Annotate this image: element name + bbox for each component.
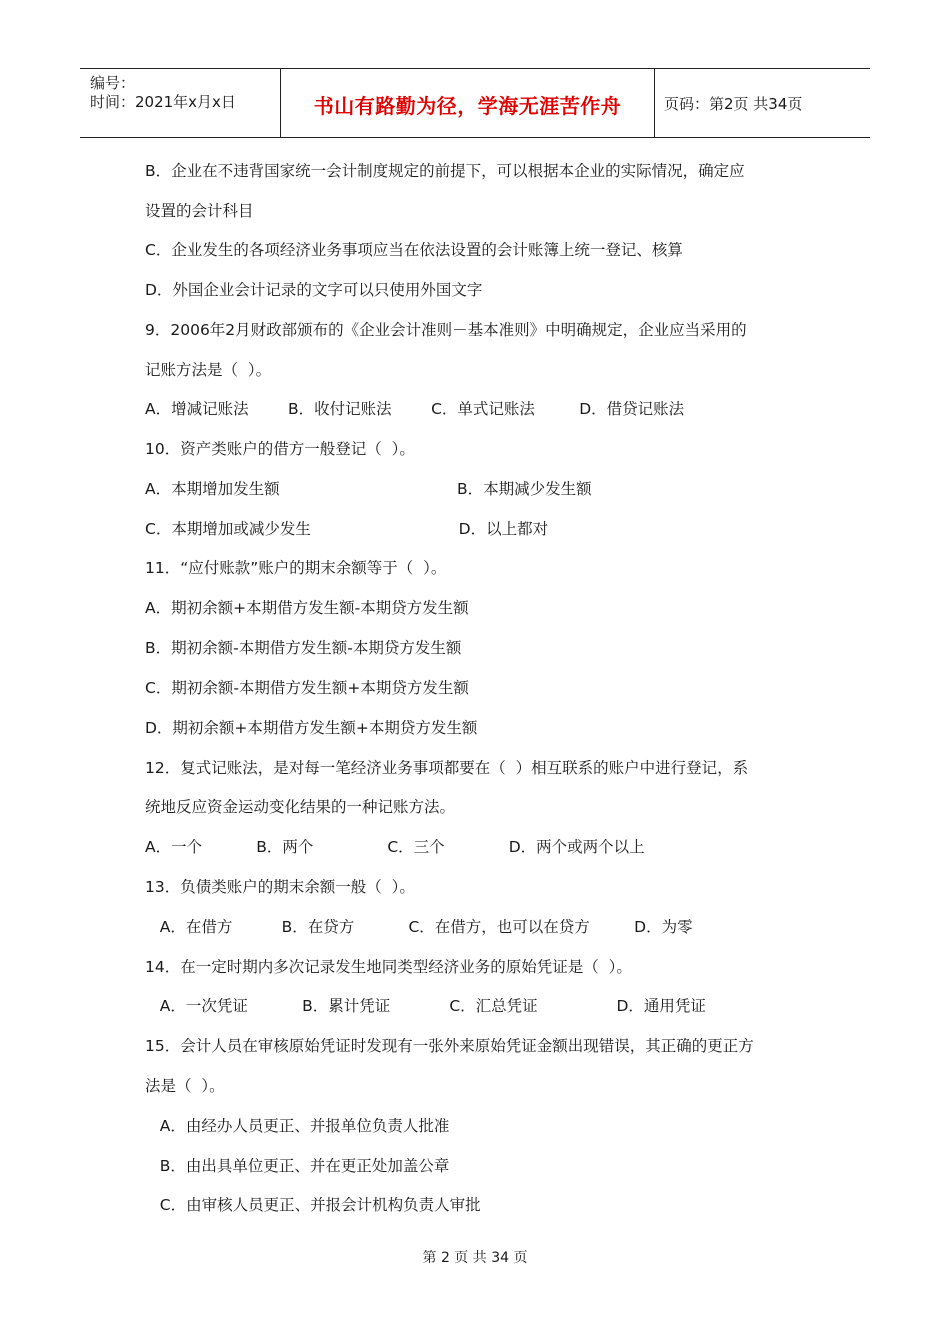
- answer-option: B．由出具单位更正、并在更正处加盖公章: [145, 1157, 450, 1175]
- header-page-cell: [654, 69, 870, 137]
- text-line: 设置的会计科目: [145, 202, 254, 220]
- motto-text: 书山有路勤为径，学海无涯苦作舟: [313, 94, 622, 118]
- question-14: 14．在一定时期内多次记录发生地同类型经济业务的原始凭证是（ ）。: [145, 958, 632, 976]
- header-motto-cell: [280, 69, 655, 137]
- question-13: 13．负债类账户的期末余额一般（ ）。: [145, 878, 415, 896]
- question-10: 10．资产类账户的借方一般登记（ ）。: [145, 440, 415, 458]
- answer-option: C．期初余额-本期借方发生额+本期贷方发生额: [145, 679, 469, 697]
- answer-option: C．由审核人员更正、并报会计机构负责人审批: [145, 1196, 481, 1214]
- question-12: 12．复式记账法，是对每一笔经济业务事项都要在（ ）相互联系的账户中进行登记，系: [145, 759, 749, 777]
- document-number-label: 编号：: [90, 74, 136, 92]
- question-15: 15．会计人员在审核原始凭证时发现有一张外来原始凭证金额出现错误，其正确的更正方: [145, 1037, 754, 1055]
- answer-options: A．增减记账法 B．收付记账法 C．单式记账法 D．借贷记账法: [145, 400, 685, 418]
- page-header: [80, 68, 870, 138]
- answer-options: A．本期增加发生额 B．本期减少发生额: [145, 480, 592, 498]
- text-line: D．外国企业会计记录的文字可以只使用外国文字: [145, 281, 483, 299]
- question-11: 11．“应付账款”账户的期末余额等于（ ）。: [145, 559, 447, 577]
- answer-options: A．在借方 B．在贷方 C．在借方，也可以在贷方 D．为零: [145, 918, 693, 936]
- answer-option: A．期初余额+本期借方发生额-本期贷方发生额: [145, 599, 469, 617]
- answer-options: C．本期增加或减少发生 D．以上都对: [145, 520, 549, 538]
- text-line: 法是（ ）。: [145, 1077, 225, 1095]
- text-line: B．企业在不违背国家统一会计制度规定的前提下，可以根据本企业的实际情况，确定应: [145, 162, 745, 180]
- answer-options: A．一次凭证 B．累计凭证 C．汇总凭证 D．通用凭证: [145, 997, 706, 1015]
- answer-options: A．一个 B．两个 C．三个 D．两个或两个以上: [145, 838, 645, 856]
- question-9: 9．2006年2月财政部颁布的《企业会计准则－基本准则》中明确规定，企业应当采用的: [145, 321, 747, 339]
- answer-option: B．期初余额-本期借方发生额-本期贷方发生额: [145, 639, 462, 657]
- answer-option: D．期初余额+本期借方发生额+本期贷方发生额: [145, 719, 478, 737]
- text-line: 记账方法是（ ）。: [145, 361, 272, 379]
- document-time-label: 时间：2021年x月x日: [90, 93, 236, 111]
- answer-option: A．由经办人员更正、并报单位负责人批准: [145, 1117, 450, 1135]
- text-line: 统地反应资金运动变化结果的一种记账方法。: [145, 798, 456, 816]
- text-line: C．企业发生的各项经济业务事项应当在依法设置的会计账簿上统一登记、核算: [145, 241, 683, 259]
- page-footer: 第 2 页 共 34 页: [422, 1250, 528, 1266]
- header-page-info: 页码：第2页 共34页: [664, 95, 803, 113]
- header-meta-cell: [80, 69, 280, 137]
